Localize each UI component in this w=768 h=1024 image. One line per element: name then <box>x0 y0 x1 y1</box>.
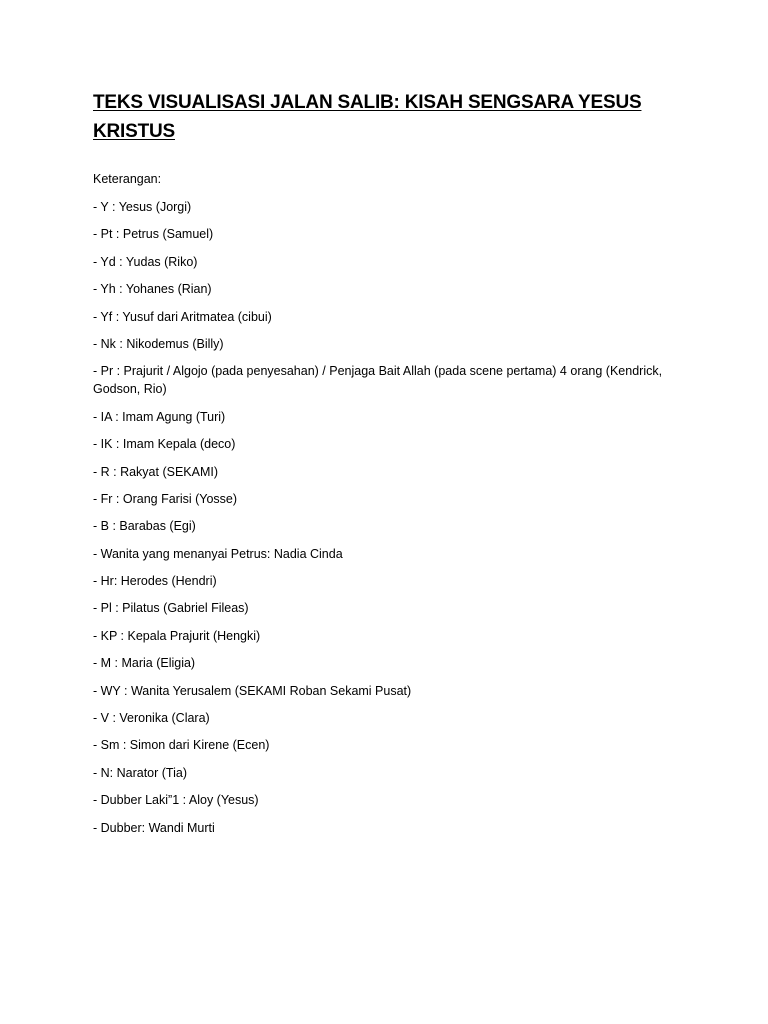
cast-item: - Hr: Herodes (Hendri) <box>93 574 217 589</box>
cast-item: - R : Rakyat (SEKAMI) <box>93 464 219 479</box>
cast-item: - IK : Imam Kepala (deco) <box>93 437 236 452</box>
cast-item: - Pl : Pilatus (Gabriel Fileas) <box>93 601 249 616</box>
cast-item: - M : Maria (Eligia) <box>93 656 196 671</box>
cast-item: - WY : Wanita Yerusalem (SEKAMI Roban Sekami Pusat) <box>93 683 412 698</box>
cast-item: - KP : Kepala Prajurit (Hengki) <box>93 628 261 643</box>
cast-item: - Yd : Yudas (Riko) <box>93 254 198 269</box>
cast-list <box>93 198 693 837</box>
cast-item: - V : Veronika (Clara) <box>93 711 210 726</box>
document-title: TEKS VISUALISASI JALAN SALIB: KISAH SENGSARA YESUS KRISTUS <box>93 92 642 142</box>
cast-item: - Dubber Laki”1 : Aloy (Yesus) <box>93 793 259 808</box>
cast-item: - Pr : Prajurit / Algojo (pada penyesahan) / Penjaga Bait Allah (pada scene pertama) 4 orang (Kendrick, Godson, Rio) <box>93 364 663 397</box>
cast-item: - Nk : Nikodemus (Billy) <box>93 336 224 351</box>
cast-item: - Wanita yang menanyai Petrus: Nadia Cinda <box>93 546 343 561</box>
cast-item: - Dubber: Wandi Murti <box>93 820 215 835</box>
cast-item: - Pt : Petrus (Samuel) <box>93 227 214 242</box>
cast-item: - N: Narator (Tia) <box>93 765 187 780</box>
cast-item: - Yf : Yusuf dari Aritmatea (cibui) <box>93 309 272 324</box>
cast-item: - IA : Imam Agung (Turi) <box>93 409 226 424</box>
document-page <box>93 88 693 837</box>
cast-item: - Sm : Simon dari Kirene (Ecen) <box>93 738 270 753</box>
cast-item: - Fr : Orang Farisi (Yosse) <box>93 491 238 506</box>
cast-item: - B : Barabas (Egi) <box>93 519 196 534</box>
legend-heading: Keterangan: <box>93 172 162 186</box>
cast-item: - Yh : Yohanes (Rian) <box>93 282 212 297</box>
cast-item: - Y : Yesus (Jorgi) <box>93 200 192 214</box>
